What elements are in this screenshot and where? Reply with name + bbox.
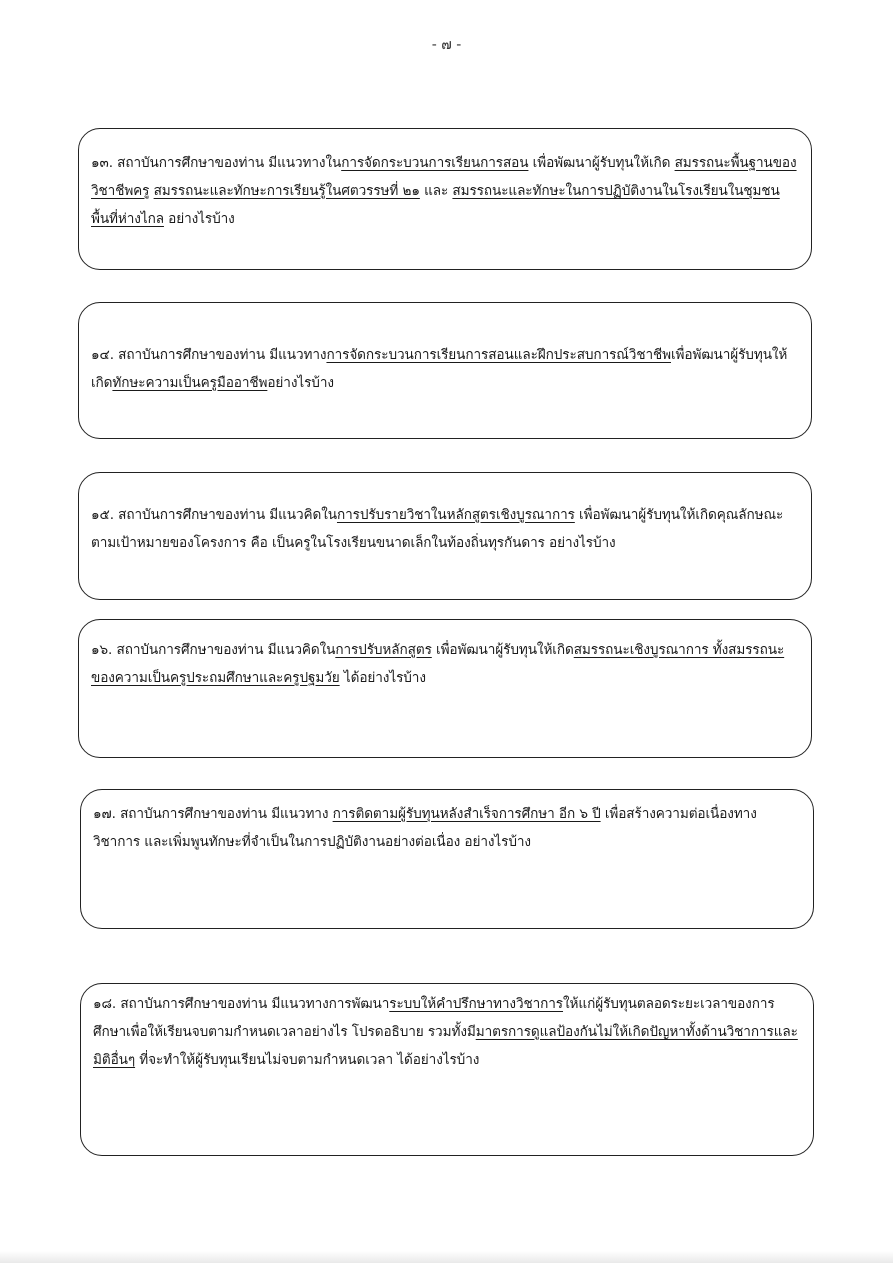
question-box-16 bbox=[78, 619, 812, 758]
text-segment: เพื่อพัฒนาผู้รับทุนให้เกิด bbox=[91, 347, 788, 391]
text-segment: ๑๖. สถาบันการศึกษาของท่าน มีแนวคิดใน bbox=[91, 642, 336, 658]
text-segment: ๑๔. สถาบันการศึกษาของท่าน มีแนวทาง bbox=[91, 347, 327, 363]
question-text-14 bbox=[91, 341, 799, 397]
text-segment: ๑๓. สถาบันการศึกษาของท่าน มีแนวทางใน bbox=[91, 155, 342, 171]
underlined-phrase: ทักษะความเป็นครูมืออาชีพ bbox=[112, 375, 268, 391]
underlined-phrase: การจัดกระบวนการเรียนการสอน bbox=[341, 155, 529, 171]
underlined-phrase: การปรับหลักสูตร bbox=[335, 642, 432, 658]
underlined-phrase: การปรับรายวิชาในหลักสูตรเชิงบูรณาการ bbox=[336, 507, 575, 523]
text-segment: เพื่อสร้างความต่อเนื่องทางวิชาการ และเพิ่มพูนทักษะที่จำเป็นในการปฏิบัติงานอย่างต่อเนื่อง อย่างไรบ้าง bbox=[93, 806, 757, 850]
text-segment: อย่างไรบ้าง bbox=[267, 375, 334, 391]
text-segment: ๑๕. สถาบันการศึกษาของท่าน มีแนวคิดใน bbox=[91, 507, 337, 523]
text-segment: และ bbox=[419, 183, 453, 199]
underlined-phrase: การจัดกระบวนการเรียนการสอนและฝึกประสบการณ์วิชาชีพ bbox=[326, 347, 671, 363]
underlined-phrase: สมรรถนะพื้นฐานของวิชาชีพครู bbox=[91, 155, 797, 199]
question-box-18 bbox=[80, 983, 814, 1156]
text-segment: เพื่อพัฒนาผู้รับทุนให้เกิด bbox=[528, 155, 675, 171]
question-text-16 bbox=[91, 636, 799, 692]
underlined-phrase: การติดตามผู้รับทุนหลังสำเร็จการศึกษา อีก ๖ ปี bbox=[332, 806, 601, 822]
question-text-13 bbox=[91, 149, 799, 233]
underlined-phrase: สมรรถนะเชิงบูรณาการ ทั้งสมรรถนะของความเป็นครูประถมศึกษาและครูปฐมวัย bbox=[91, 642, 785, 686]
underlined-phrase: สมรรถนะและทักษะการเรียนรู้ในศตวรรษที่ ๒๑ bbox=[153, 183, 420, 199]
page-number: - ๗ - bbox=[431, 37, 462, 53]
underlined-phrase: สมรรถนะและทักษะในการปฏิบัติงานในโรงเรียนในชุมชนพื้นที่ห่างไกล bbox=[91, 183, 780, 227]
text-segment: เพื่อพัฒนาผู้รับทุนให้เกิด bbox=[431, 642, 574, 658]
text-segment: ได้อย่างไรบ้าง bbox=[339, 670, 426, 686]
text-segment: อย่างไรบ้าง bbox=[163, 211, 235, 227]
question-text-17 bbox=[93, 800, 801, 856]
underlined-phrase: มาตรการดูแลป้องกันไม่ให้เกิดปัญหาทั้งด้านวิชาการและมิติอื่นๆ bbox=[93, 1024, 798, 1068]
question-text-15 bbox=[91, 501, 799, 557]
text-segment: ๑๘. สถาบันการศึกษาของท่าน มีแนวทางการพัฒนา bbox=[93, 996, 390, 1012]
scan-edge-shadow bbox=[0, 1251, 893, 1263]
text-segment: ให้แก่ผู้รับทุนตลอดระยะเวลาของการศึกษาเพื่อให้เรียนจบตามกำหนดเวลาอย่างไร โปรดอธิบาย รวมทั้งมี bbox=[93, 996, 775, 1040]
underlined-phrase: ระบบให้คำปรึกษาทางวิชาการ bbox=[389, 996, 564, 1012]
text-segment: ที่จะทำให้ผู้รับทุนเรียนไม่จบตามกำหนดเวลา ได้อย่างไรบ้าง bbox=[135, 1052, 480, 1068]
question-box-14 bbox=[78, 302, 812, 439]
text-segment: ๑๗. สถาบันการศึกษาของท่าน มีแนวทาง bbox=[93, 806, 333, 822]
question-box-15 bbox=[78, 472, 812, 600]
question-box-17 bbox=[80, 789, 814, 929]
question-text-18 bbox=[93, 990, 801, 1074]
question-box-13 bbox=[78, 128, 812, 270]
text-segment: เพื่อพัฒนาผู้รับทุนให้เกิดคุณลักษณะตามเป้าหมายของโครงการ คือ เป็นครูในโรงเรียนขนาดเล็กในท้องถิ่นทุรกันดาร อย่างไรบ้าง bbox=[91, 507, 784, 551]
